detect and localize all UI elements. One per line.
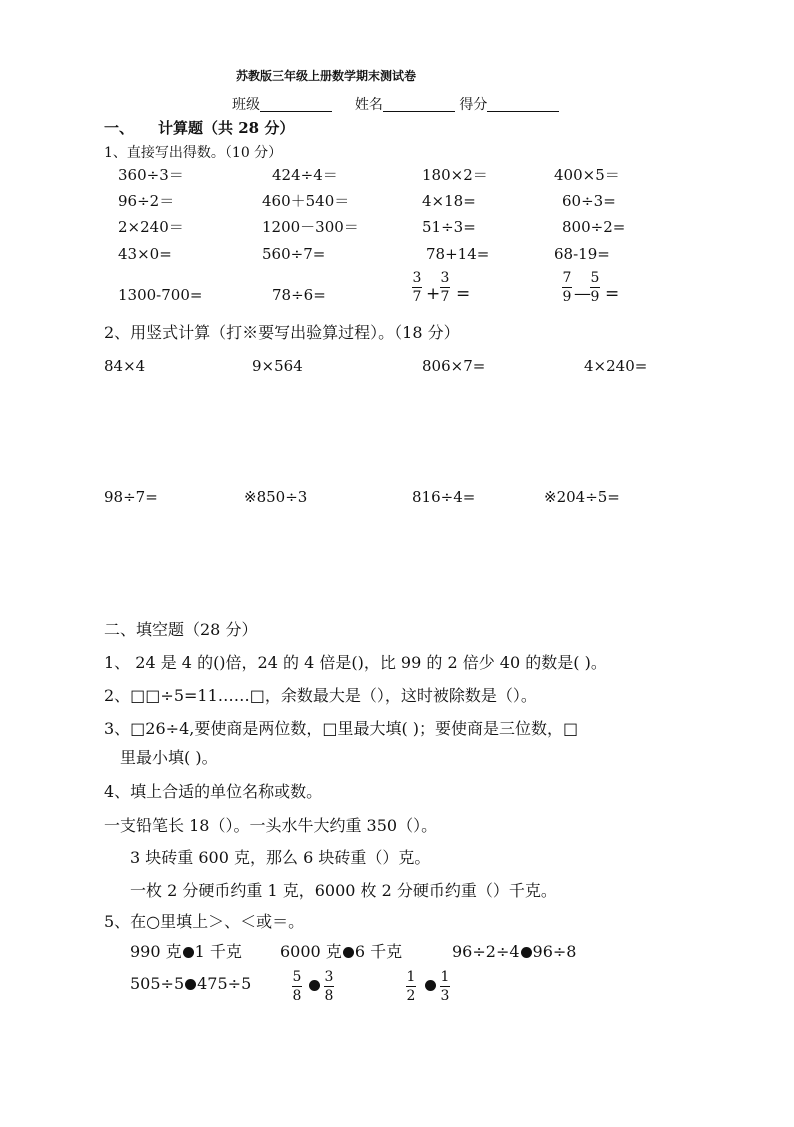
- q2-item: 98÷7=: [104, 488, 158, 506]
- q1-item: 96÷2＝: [118, 192, 175, 210]
- fraction: 3 8: [324, 969, 334, 1004]
- compare-circle-icon[interactable]: [521, 947, 532, 958]
- q1-item: 180×2＝: [422, 166, 488, 184]
- compare-item: 505÷5 475÷5: [130, 974, 252, 993]
- q1-item: 68-19=: [554, 245, 610, 263]
- fill-line: 里最小填( )。: [120, 748, 218, 767]
- q2-title: 2、用竖式计算（打※要写出验算过程）。（18 分）: [104, 323, 460, 342]
- q1-item: 424÷4＝: [272, 166, 338, 184]
- fill-line: 3、□26÷4,要使商是两位数，□里最大填( )；要使商是三位数，□: [104, 719, 579, 738]
- q2-item: 9×564: [252, 357, 303, 375]
- q2-item: 4×240=: [584, 357, 648, 375]
- fraction: 7 9: [562, 270, 572, 305]
- compare-item: 990 克 1 千克: [130, 942, 242, 961]
- compare-circle-icon[interactable]: [309, 980, 320, 991]
- section2-title: 二、填空题（28 分）: [104, 620, 258, 639]
- q1-item: 560÷7=: [262, 245, 326, 263]
- fill-line: 4、填上合适的单位名称或数。: [104, 782, 323, 801]
- name-blank[interactable]: [383, 97, 455, 112]
- q1-item: 43×0=: [118, 245, 172, 263]
- compare-circle-icon[interactable]: [425, 980, 436, 991]
- q2-item: ※204÷5=: [544, 488, 620, 506]
- score-blank[interactable]: [487, 97, 559, 112]
- section1-number: 一、: [104, 119, 135, 137]
- q1-item: 800÷2=: [562, 218, 626, 236]
- compare-item: 6000 克 6 千克: [280, 942, 403, 961]
- q2-item: 806×7=: [422, 357, 486, 375]
- header-fields: [232, 97, 559, 112]
- compare-item: 96÷2÷4 96÷8: [452, 942, 577, 961]
- fill-line: 5、在○里填上＞、＜或＝。: [104, 912, 305, 931]
- q1-item: 360÷3＝: [118, 166, 184, 184]
- q1-item: 78÷6=: [272, 286, 326, 304]
- q1-item: 1300-700=: [118, 286, 203, 304]
- q1-item: 1200－300＝: [262, 218, 359, 236]
- q2-item: 84×4: [104, 357, 146, 375]
- compare-circle-icon[interactable]: [185, 979, 196, 990]
- compare-circle-icon[interactable]: [183, 947, 194, 958]
- name-label: 姓名: [354, 97, 383, 113]
- fill-line: 一枚 2 分硬币约重 1 克，6000 枚 2 分硬币约重（）千克。: [130, 881, 557, 900]
- fraction: 3 7: [412, 270, 422, 305]
- equals-sign: =: [605, 284, 620, 304]
- section1-title: 计算题（共 28 分）: [158, 119, 295, 137]
- q1-item: 51÷3=: [422, 218, 476, 236]
- minus-sign: —: [574, 284, 591, 304]
- q1-item: 460＋540＝: [262, 192, 350, 210]
- equals-sign: =: [456, 284, 471, 304]
- q1-item: 4×18=: [422, 192, 476, 210]
- plus-sign: +: [426, 284, 441, 304]
- page-title: 苏教版三年级上册数学期末测试卷: [236, 69, 417, 83]
- score-label: 得分: [459, 97, 488, 113]
- q1-item: 78+14=: [426, 245, 490, 263]
- fraction: 5 9: [590, 270, 600, 305]
- fraction: 3 7: [440, 270, 450, 305]
- fraction: 1 2: [406, 969, 416, 1004]
- q1-item: 400×5＝: [554, 166, 620, 184]
- q1-item: 60÷3=: [562, 192, 616, 210]
- q2-item: ※850÷3: [244, 488, 308, 506]
- q1-title: 1、直接写出得数。（10 分）: [104, 145, 283, 161]
- class-label: 班级: [232, 97, 260, 113]
- fraction: 5 8: [292, 969, 302, 1004]
- fill-line: 3 块砖重 600 克，那么 6 块砖重（）克。: [130, 848, 431, 867]
- fill-line: 一支铅笔长 18（）。一头水牛大约重 350（）。: [104, 816, 438, 835]
- q1-item: 2×240＝: [118, 218, 184, 236]
- fraction: 1 3: [440, 969, 450, 1004]
- class-blank[interactable]: [260, 97, 332, 112]
- fill-line: 1、 24 是 4 的()倍，24 的 4 倍是()，比 99 的 2 倍少 40 的数是( )。: [104, 653, 607, 672]
- q2-item: 816÷4=: [412, 488, 476, 506]
- fill-line: 2、□□÷5=11……□，余数最大是（），这时被除数是（）。: [104, 686, 537, 705]
- compare-circle-icon[interactable]: [343, 947, 354, 958]
